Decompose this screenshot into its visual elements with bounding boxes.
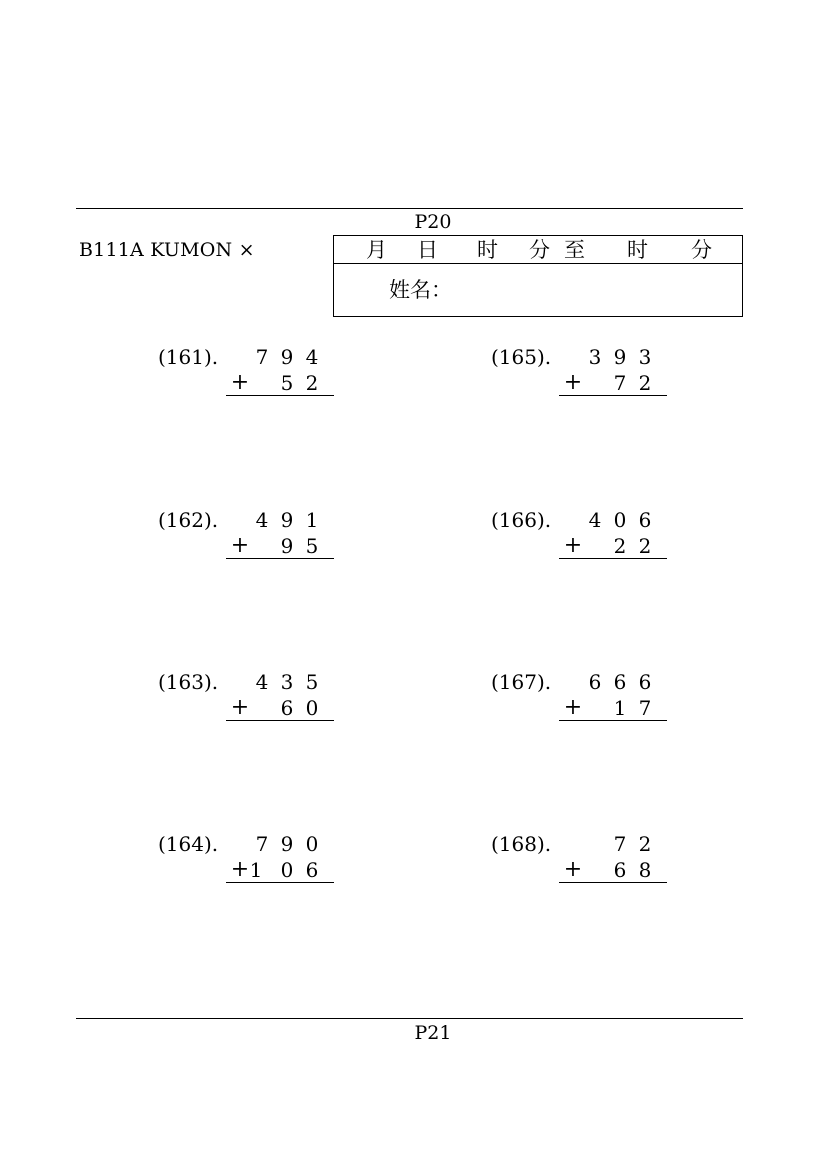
day-label: 日 — [417, 238, 438, 262]
bottom-tens: 5 — [280, 371, 294, 395]
bottom-tens: 0 — [280, 858, 294, 882]
bottom-tens: 1 — [613, 696, 627, 720]
problem-166 — [491, 508, 691, 564]
top-tens: 7 — [613, 832, 627, 856]
top-tens: 3 — [280, 670, 294, 694]
bottom-ones: 2 — [305, 371, 319, 395]
problem-number: (165). — [491, 345, 552, 369]
problem-165 — [491, 345, 691, 401]
plus-sign: + — [563, 533, 583, 558]
bottom-rule — [76, 1018, 743, 1019]
worksheet-code: B111A KUMON ⨯ — [79, 239, 255, 261]
top-hundreds: 3 — [588, 345, 602, 369]
top-page-number: P20 — [414, 211, 452, 233]
top-ones: 5 — [305, 670, 319, 694]
plus-sign: + — [230, 370, 250, 395]
top-ones: 0 — [305, 832, 319, 856]
bottom-tens: 2 — [613, 534, 627, 558]
problem-number: (166). — [491, 508, 552, 532]
top-hundreds: 4 — [588, 508, 602, 532]
problem-162 — [158, 508, 358, 564]
answer-line — [559, 558, 667, 559]
bottom-tens: 9 — [280, 534, 294, 558]
top-ones: 3 — [638, 345, 652, 369]
top-hundreds: 7 — [255, 345, 269, 369]
top-tens: 9 — [280, 345, 294, 369]
answer-line — [559, 882, 667, 883]
bottom-ones: 5 — [305, 534, 319, 558]
top-hundreds: 4 — [255, 508, 269, 532]
plus-sign: + — [563, 857, 583, 882]
end-minute-label: 分 — [691, 238, 712, 262]
problem-number: (161). — [158, 345, 219, 369]
top-ones: 6 — [638, 508, 652, 532]
minute-label: 分 — [529, 238, 550, 262]
end-hour-label: 时 — [627, 238, 648, 262]
answer-line — [226, 395, 334, 396]
plus-sign: + — [563, 370, 583, 395]
bottom-tens: 6 — [613, 858, 627, 882]
plus-sign: + — [230, 857, 250, 882]
top-tens: 6 — [613, 670, 627, 694]
top-hundreds: 4 — [255, 670, 269, 694]
top-tens: 0 — [613, 508, 627, 532]
bottom-ones: 6 — [305, 858, 319, 882]
answer-line — [559, 395, 667, 396]
problem-168 — [491, 832, 691, 888]
top-hundreds: 6 — [588, 670, 602, 694]
top-tens: 9 — [280, 832, 294, 856]
top-ones: 1 — [305, 508, 319, 532]
problem-167 — [491, 670, 691, 726]
bottom-ones: 2 — [638, 371, 652, 395]
bottom-ones: 7 — [638, 696, 652, 720]
bottom-ones: 8 — [638, 858, 652, 882]
hour-label: 时 — [477, 238, 498, 262]
top-ones: 2 — [638, 832, 652, 856]
bottom-hundreds: 1 — [249, 858, 263, 882]
problem-164 — [158, 832, 358, 888]
top-ones: 6 — [638, 670, 652, 694]
time-name-box — [333, 235, 743, 317]
problem-number: (167). — [491, 670, 552, 694]
answer-line — [226, 558, 334, 559]
problem-number: (168). — [491, 832, 552, 856]
plus-sign: + — [563, 695, 583, 720]
answer-line — [226, 882, 334, 883]
problem-161 — [158, 345, 358, 401]
problem-number: (162). — [158, 508, 219, 532]
bottom-ones: 0 — [305, 696, 319, 720]
top-tens: 9 — [280, 508, 294, 532]
answer-line — [559, 720, 667, 721]
top-ones: 4 — [305, 345, 319, 369]
bottom-page-number: P21 — [414, 1022, 452, 1044]
problem-163 — [158, 670, 358, 726]
name-label: 姓名： — [389, 278, 452, 302]
top-tens: 9 — [613, 345, 627, 369]
problem-number: (164). — [158, 832, 219, 856]
box-divider — [334, 263, 742, 264]
bottom-ones: 2 — [638, 534, 652, 558]
plus-sign: + — [230, 695, 250, 720]
top-hundreds: 7 — [255, 832, 269, 856]
bottom-tens: 7 — [613, 371, 627, 395]
month-label: 月 — [366, 238, 387, 262]
problem-number: (163). — [158, 670, 219, 694]
plus-sign: + — [230, 533, 250, 558]
top-rule — [76, 208, 743, 209]
bottom-tens: 6 — [280, 696, 294, 720]
to-label: 至 — [564, 238, 585, 262]
answer-line — [226, 720, 334, 721]
